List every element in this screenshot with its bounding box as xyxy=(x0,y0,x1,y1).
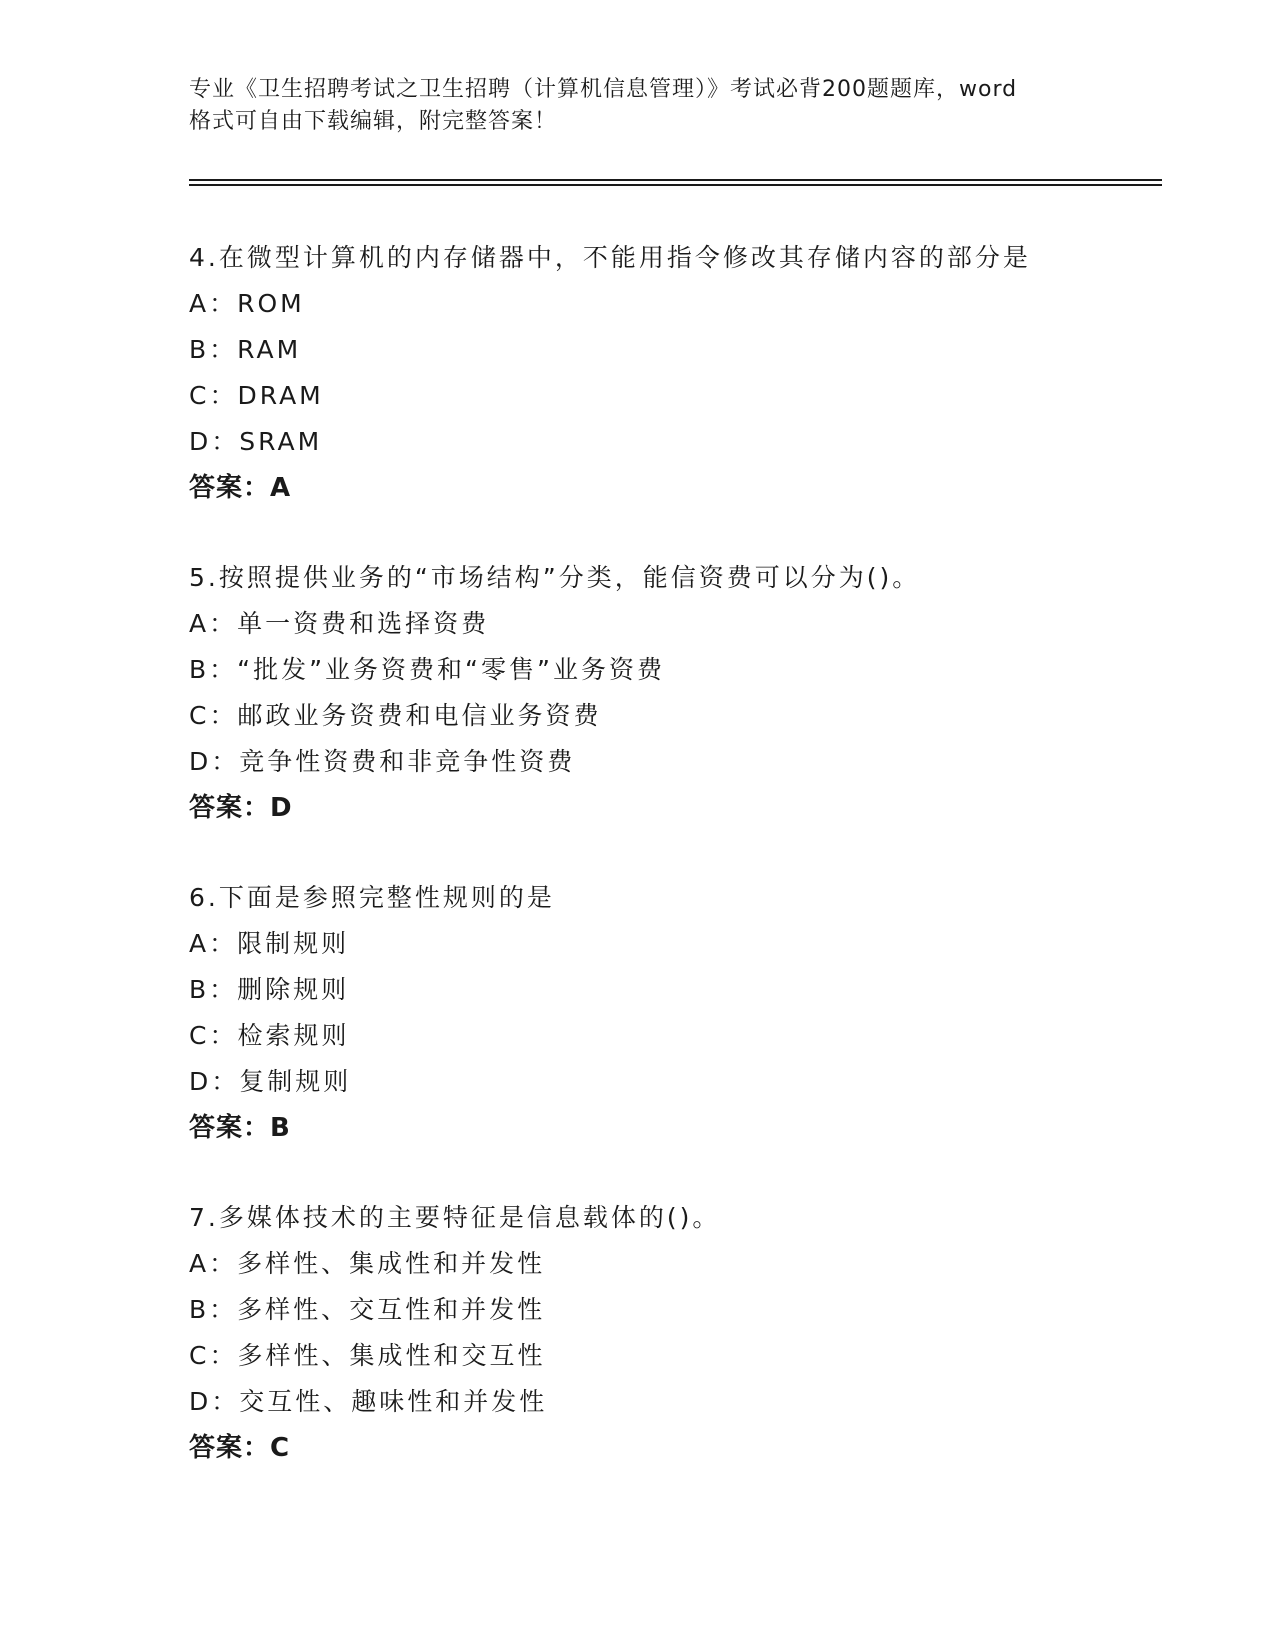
option-c: C：邮政业务资费和电信业务资费 xyxy=(189,701,602,730)
header-divider-top xyxy=(189,179,1162,181)
question-block xyxy=(189,235,1149,511)
option-d: D：交互性、趣味性和并发性 xyxy=(189,1387,548,1416)
option-b: B：“批发”业务资费和“零售”业务资费 xyxy=(189,655,665,684)
option-d: D：竞争性资费和非竞争性资费 xyxy=(189,747,576,776)
question-block xyxy=(189,875,1149,1151)
option-c: C：检索规则 xyxy=(189,1021,350,1050)
answer-label: 答案：B xyxy=(189,1113,291,1143)
answer-label: 答案：C xyxy=(189,1433,291,1463)
option-a: A：多样性、集成性和并发性 xyxy=(189,1249,546,1278)
option-a: A：限制规则 xyxy=(189,929,350,958)
question-stem: 7.多媒体技术的主要特征是信息载体的()。 xyxy=(189,1203,721,1232)
header-divider-bottom xyxy=(189,184,1162,186)
option-d: D：复制规则 xyxy=(189,1067,352,1096)
option-b: B：多样性、交互性和并发性 xyxy=(189,1295,546,1324)
option-b: B：删除规则 xyxy=(189,975,350,1004)
question-stem: 5.按照提供业务的“市场结构”分类，能信资费可以分为()。 xyxy=(189,563,921,592)
answer-label: 答案：A xyxy=(189,473,292,503)
question-stem: 4.在微型计算机的内存储器中，不能用指令修改其存储内容的部分是 xyxy=(189,243,1031,272)
answer-label: 答案：D xyxy=(189,793,293,823)
question-stem: 6.下面是参照完整性规则的是 xyxy=(189,883,555,912)
question-block xyxy=(189,1195,1149,1471)
option-a: A：ROM xyxy=(189,289,305,318)
option-b: B：RAM xyxy=(189,335,302,364)
option-c: C：DRAM xyxy=(189,381,324,410)
header-line-2: 格式可自由下载编辑，附完整答案！ xyxy=(189,109,558,134)
option-d: D：SRAM xyxy=(189,427,323,456)
option-c: C：多样性、集成性和交互性 xyxy=(189,1341,546,1370)
header-line-1: 专业《卫生招聘考试之卫生招聘（计算机信息管理）》考试必背200题题库，word xyxy=(189,77,1018,102)
option-a: A：单一资费和选择资费 xyxy=(189,609,490,638)
document-header xyxy=(189,74,1089,138)
question-block xyxy=(189,555,1149,831)
